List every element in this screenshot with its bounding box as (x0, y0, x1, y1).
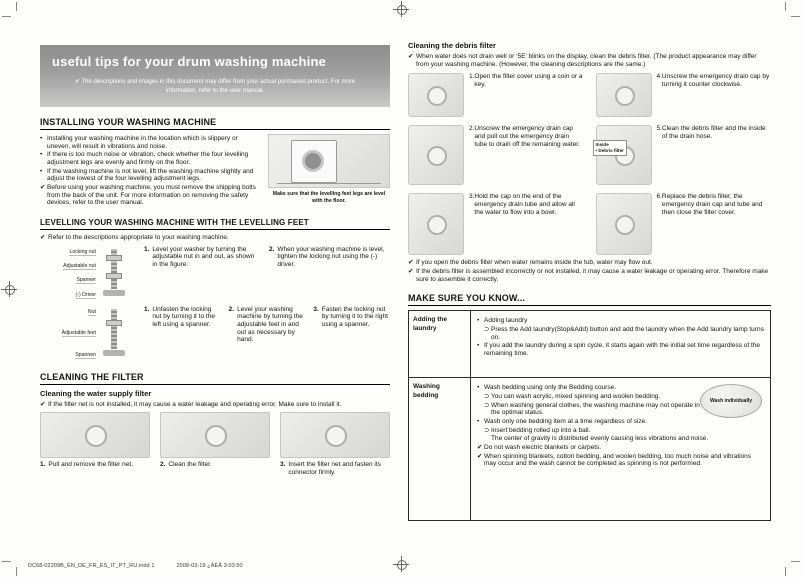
row-content (471, 378, 770, 520)
crop-mark (16, 567, 17, 576)
registration-mark-left (1, 281, 17, 297)
step-item (313, 306, 390, 362)
bullet-text: Wash only one bedding item at a time regardless of size. (484, 417, 648, 425)
bullet-text: When washing general clothes, the washing machine may not operate in the optimal status. (491, 401, 700, 417)
sub-arrow-icon: ⊃ (484, 401, 490, 409)
note-item (40, 184, 260, 207)
table-row (409, 378, 770, 520)
step-number: 4. (656, 73, 662, 81)
leg-shaft-graphic (111, 309, 117, 349)
step-number: 2. (269, 245, 275, 253)
debris-step-image-3 (408, 193, 464, 255)
step-text: Level your washing machine by turning the adjustable feet in and out as necessary by hand. (237, 305, 303, 344)
step-number: 1. (40, 461, 46, 469)
bullet-text: You can wash acrylic, mixed spinning and woolen bedding. (491, 392, 661, 400)
step-text: Level your washer by turning the adjustable nut in and out, as shown in the figure. (152, 245, 255, 268)
diagram-labels (40, 306, 96, 362)
heading-installing: INSTALLING YOUR WASHING MACHINE (40, 117, 390, 130)
note-item (408, 268, 771, 283)
banner-disclaimer: ✔ The descriptions and images in this document may differ from your actual purchased product. For more information, refer to the user manual. (74, 79, 356, 95)
levelling-steps-1 (144, 246, 390, 302)
debris-step-image-4 (596, 73, 652, 117)
adjustable-foot-graphic (96, 306, 132, 362)
inside-debris-filter-label (593, 140, 627, 155)
leg-nut-graphic (106, 255, 122, 261)
debris-steps-grid (408, 73, 771, 255)
bullet-item (40, 135, 260, 150)
washer-illustration (268, 134, 390, 188)
heading-make-sure-you-know: MAKE SURE YOU KNOW... (408, 293, 771, 306)
step-text: Unfasten the locking nut by turning it to the left using a spanner. (152, 305, 215, 328)
filter-steps (40, 461, 390, 476)
step-number: 1. (144, 305, 150, 313)
footer-timestamp: 2008-03-19 ¿ÀÈÄ 3:03:50 (176, 563, 243, 569)
bullet-icon: • (477, 342, 480, 350)
debris-step-image-6 (596, 193, 652, 255)
note-item (477, 453, 764, 468)
note-text: If you open the debris filter when water remains inside the tub, water may flow out. (416, 259, 653, 267)
sub-arrow-icon: ⊃ (484, 392, 490, 400)
subheading-water-supply-filter: Cleaning the water supply filter (40, 388, 152, 398)
registration-mark-top (393, 1, 409, 17)
check-icon: ✔ (477, 452, 483, 460)
step-number: 5. (656, 125, 662, 133)
step-item (469, 193, 584, 255)
note-text: Do not wash electric blankets or carpets. (484, 443, 602, 451)
bullet-item (40, 168, 260, 183)
crop-mark (785, 567, 786, 576)
check-icon: ✔ (408, 259, 414, 267)
leg-foot-graphic (103, 290, 125, 296)
note-text: Refer to the descriptions appropriate to your washing machine. (48, 233, 229, 241)
step-item (160, 461, 270, 476)
crop-mark (2, 561, 11, 562)
sub-item (484, 326, 764, 341)
diagram-label: Locking nut (69, 248, 96, 255)
bullet-text: Adding laundry (484, 317, 528, 325)
step-number: 2. (228, 305, 235, 313)
step-text: Open the filter cover using a coin or a key. (474, 73, 583, 88)
step-item (469, 125, 584, 185)
bullet-text: Press the Add laundry(Stop&Add) button and add the laundry when the Add laundry lamp turns on. (491, 325, 764, 341)
note-text: Before using your washing machine, you must remove the shipping bolts from the back of the unit. For more information on removing the safety devices, refer to the user manual. (47, 183, 256, 207)
step-text: Hold the cap on the end of the emergency drain tube and allow all the water to flow into a bowl. (474, 193, 575, 216)
bullet-text: If the washing machine is not level, lift the washing machine slightly and adjust the lowest of the four levelling adjustment legs. (47, 167, 254, 183)
note-text: When water does not drain well or ‘5E’ blinks on the display, clean the debris filter. (The product appearance may differ from your washing machine. (However, the cleaning descriptions are the same.) (416, 53, 757, 68)
note-item (40, 401, 390, 409)
bullet-item (477, 342, 764, 357)
step-item (144, 306, 221, 362)
installing-section (40, 134, 390, 208)
debris-step-cell (596, 73, 772, 117)
filter-step-images (40, 412, 390, 458)
sub-item (484, 427, 709, 435)
bullet-item (477, 384, 702, 392)
step-item (657, 73, 772, 117)
heading-levelling: LEVELLING YOUR WASHING MACHINE WITH THE LEVELLING FEET (40, 218, 390, 230)
step-item (144, 246, 261, 302)
installing-bullets (40, 134, 260, 208)
leg-nut-graphic (106, 273, 122, 279)
sub-item (484, 402, 709, 417)
bullet-item (477, 317, 764, 325)
diagram-label: Adjustable nut (63, 262, 96, 269)
step-number: 2. (160, 461, 166, 469)
note-text: If the filter net is not installed, it may cause a water leakage and operating error. Make sure to install it. (48, 400, 342, 408)
crop-mark (791, 16, 800, 17)
bullet-text: If there is too much noise or vibration, check whether the four levelling adjustment legs are evenly and firmly on the floor. (47, 151, 249, 166)
crop-mark (2, 16, 11, 17)
sub-item (484, 393, 709, 401)
bullet-text: The center of gravity is distributed evenly causing less vibrations and noise. (491, 435, 709, 443)
bullet-text: Insert bedding rolled up into a ball. (491, 426, 591, 434)
note-item (477, 444, 764, 452)
step-text: Unscrew the emergency drain cap by turning it counter clockwise. (661, 73, 770, 88)
diagram-label: Spannen (75, 351, 96, 358)
note-item (408, 259, 771, 267)
leg-nut-graphic (106, 320, 122, 326)
step-number: 2. (469, 125, 475, 133)
step-text: Clean the filter. (168, 461, 212, 469)
debris-step-image-2 (408, 125, 464, 185)
washer-door-graphic (302, 150, 324, 172)
diagram-label: (-) Driver (75, 291, 96, 298)
levelling-steps-2 (144, 306, 390, 362)
step-text: Replace the debris filter, the emergency drain cap and tube and then close the filter cover. (661, 193, 763, 216)
page-title: useful tips for your drum washing machine (52, 54, 327, 69)
debris-step-cell (408, 125, 584, 185)
step-text: Insert the filter net and fasten its connector firmly. (288, 461, 381, 476)
filter-step-image-2 (160, 412, 270, 458)
sub-arrow-icon: ⊃ (484, 325, 490, 333)
figure-caption: Make sure that the levelling feet legs are level with the floor. (272, 191, 386, 204)
step-number: 6. (656, 193, 662, 201)
continuation-line (484, 435, 709, 443)
row-label: Washing bedding (409, 378, 471, 520)
levelling-method-2 (40, 306, 390, 362)
note-item (408, 53, 771, 68)
step-item (657, 125, 772, 185)
check-icon: ✔ (408, 53, 414, 60)
note-text: When spinning blankets, cotton bedding, and woolen bedding, too much noise and vibrations may occur and the wash cannot be completed as spinning is not performed. (484, 452, 752, 468)
registration-mark-bottom (393, 556, 409, 572)
footer-filename: DC68-02209B_EN_DE_FR_ES_IT_PT_RU.indd 1 (28, 563, 155, 569)
step-item (657, 193, 772, 255)
washer-figure (268, 134, 390, 208)
bullet-icon: • (40, 151, 43, 159)
sub-arrow-icon: ⊃ (484, 426, 490, 434)
debris-step-cell (596, 193, 772, 255)
bullet-text: Wash bedding using only the Bedding course. (484, 384, 617, 392)
debris-step-cell (408, 73, 584, 117)
diagram-labels (40, 246, 96, 302)
row-content (471, 311, 770, 377)
diagram-label: Spanner (76, 277, 96, 284)
spacer (484, 435, 491, 443)
levelling-diagram-2 (40, 306, 136, 362)
step-text: Pull and remove the filter net. (48, 461, 133, 469)
bullet-item (477, 418, 702, 426)
step-number: 3. (280, 461, 286, 469)
step-number: 1. (469, 73, 475, 81)
step-number: 3. (313, 305, 319, 313)
filter-step-image-3 (280, 412, 390, 458)
leg-foot-graphic (103, 350, 125, 356)
wash-individually-badge: Wash individually (700, 384, 762, 418)
note-text: If the debris filter is assembled incorrectly or not installed, it may cause a water leakage or operating error. Therefore make sure to assemble it correctly. (416, 267, 769, 283)
step-number: 3. (469, 193, 475, 201)
step-item (469, 73, 584, 117)
left-column (40, 45, 390, 477)
diagram-label: Nut (87, 308, 96, 315)
info-table (408, 310, 771, 521)
debris-step-cell (596, 125, 772, 185)
bullet-icon: • (40, 167, 43, 175)
diagram-label: Adjustable feet (61, 330, 96, 337)
check-icon: ✔ (408, 267, 414, 275)
note-item (40, 234, 390, 242)
levelling-diagram-1 (40, 246, 136, 302)
bullet-text: If you add the laundry during a spin cycle, it starts again with the initial set time regardless of the remaining time. (484, 342, 761, 357)
step-item (40, 461, 150, 476)
right-column (408, 38, 771, 521)
step-text: Unscrew the emergency drain cap and pull out the emergency drain tube to drain off the remaining water. (474, 125, 580, 148)
crop-mark (16, 2, 17, 11)
step-text: When your washing machine is level, tighten the locking nut using the (-) driver. (277, 245, 385, 268)
washer-body-graphic (291, 140, 337, 183)
levelling-method-1 (40, 246, 390, 302)
step-text: Clean the debris filter and the inside of the drain hose. (661, 125, 766, 140)
debris-step-image-1 (408, 73, 464, 117)
bullet-icon: • (477, 384, 480, 392)
bullet-icon: • (477, 417, 480, 425)
filter-step-image-1 (40, 412, 150, 458)
crop-mark (785, 2, 786, 11)
crop-mark (791, 561, 800, 562)
check-icon: ✔ (477, 443, 483, 451)
check-icon: ✔ (40, 233, 46, 241)
bullet-item (40, 151, 260, 166)
bullet-text: Installing your washing machine in the location which is slippery or uneven, will result in vibrations and noise. (47, 135, 238, 150)
bullet-icon: • (477, 317, 480, 325)
table-row (409, 311, 770, 378)
row-label: Adding the laundry (409, 311, 471, 377)
title-banner (40, 45, 390, 107)
step-item (280, 461, 390, 476)
inside-label-line: Inside (595, 142, 609, 148)
debris-step-cell (408, 193, 584, 255)
heading-debris-filter: Cleaning the debris filter (408, 41, 496, 50)
step-item (229, 306, 306, 362)
print-footer (28, 563, 243, 569)
step-number: 1. (144, 245, 150, 253)
step-text: Fasten the locking nut by turning it to the right using a spanner. (321, 305, 388, 328)
adjustable-leg-graphic (96, 246, 132, 302)
check-icon: ✔ (40, 400, 46, 408)
step-item (269, 246, 386, 302)
heading-cleaning-filter: CLEANING THE FILTER (40, 372, 390, 385)
bullet-icon: • (40, 135, 43, 142)
check-icon: ✔ (40, 183, 46, 191)
debris-step-image-5 (596, 125, 652, 185)
inside-label-line: • Debris filter (595, 148, 624, 154)
floor-line-graphic (277, 183, 381, 184)
